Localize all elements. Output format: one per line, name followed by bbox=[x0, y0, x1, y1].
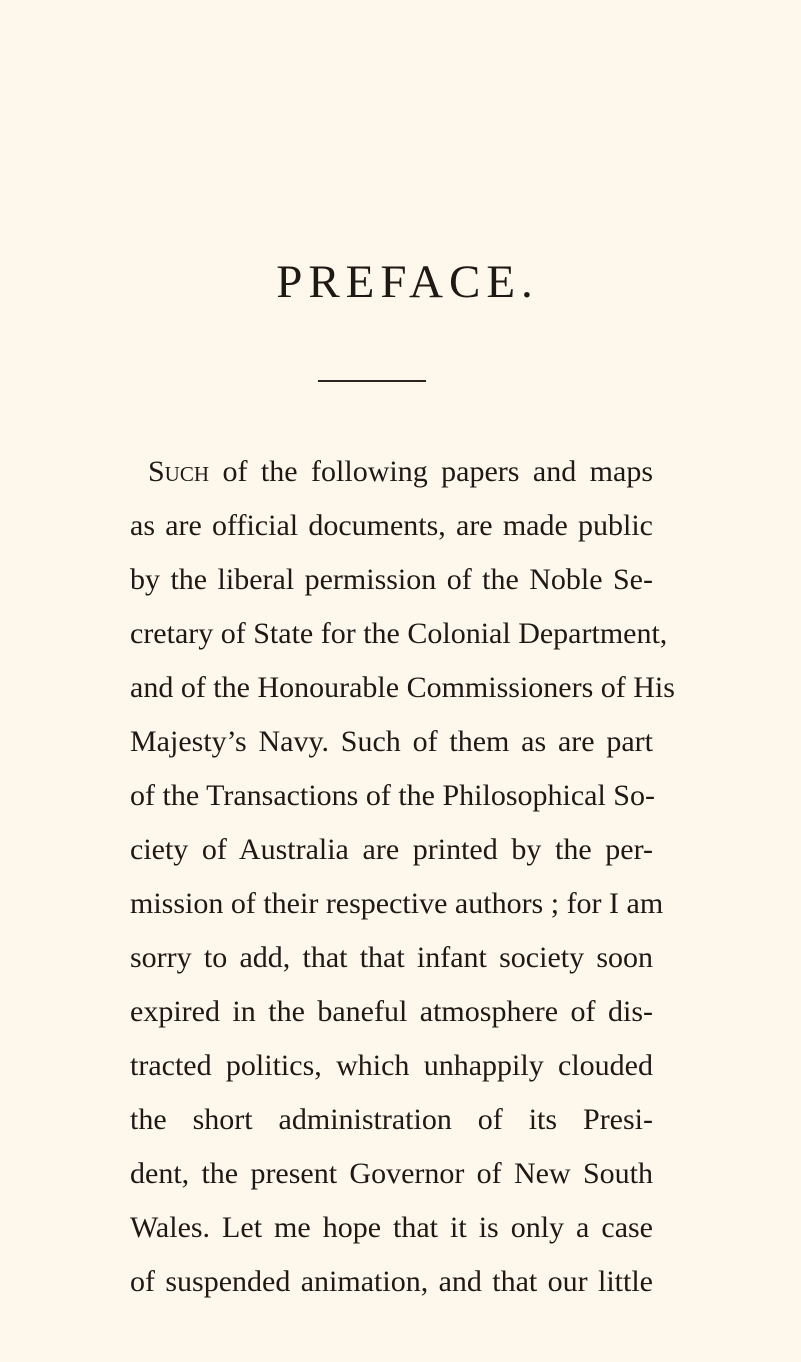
text-line: Such of the following papers and maps bbox=[148, 455, 653, 488]
page-title: PREFACE. bbox=[276, 256, 539, 308]
text-line: by the liberal permission of the Noble Se- bbox=[130, 563, 653, 596]
text-line: Majesty’s Navy. Such of them as are part bbox=[130, 725, 653, 758]
text-line: of the Transactions of the Philosophical So- bbox=[130, 779, 655, 812]
text-line: sorry to add, that that infant society soon bbox=[130, 941, 653, 974]
text-line: cretary of State for the Colonial Department, bbox=[130, 617, 668, 650]
text-line: and of the Honourable Commissioners of His bbox=[130, 671, 675, 704]
text-line: the short administration of its Presi- bbox=[130, 1103, 653, 1136]
opening-word: Such bbox=[148, 455, 210, 488]
text-line: dent, the present Governor of New South bbox=[130, 1157, 653, 1190]
text-line: Wales. Let me hope that it is only a case bbox=[130, 1211, 653, 1244]
text-line: as are official documents, are made public bbox=[130, 509, 653, 542]
text-line: ciety of Australia are printed by the per- bbox=[130, 833, 653, 866]
text-line: tracted politics, which unhappily clouded bbox=[130, 1049, 653, 1082]
text-line: expired in the baneful atmosphere of dis- bbox=[130, 995, 653, 1028]
title-divider bbox=[318, 380, 426, 382]
text-line: of suspended animation, and that our little bbox=[130, 1265, 653, 1298]
text-line: mission of their respective authors ; for I am bbox=[130, 887, 664, 920]
